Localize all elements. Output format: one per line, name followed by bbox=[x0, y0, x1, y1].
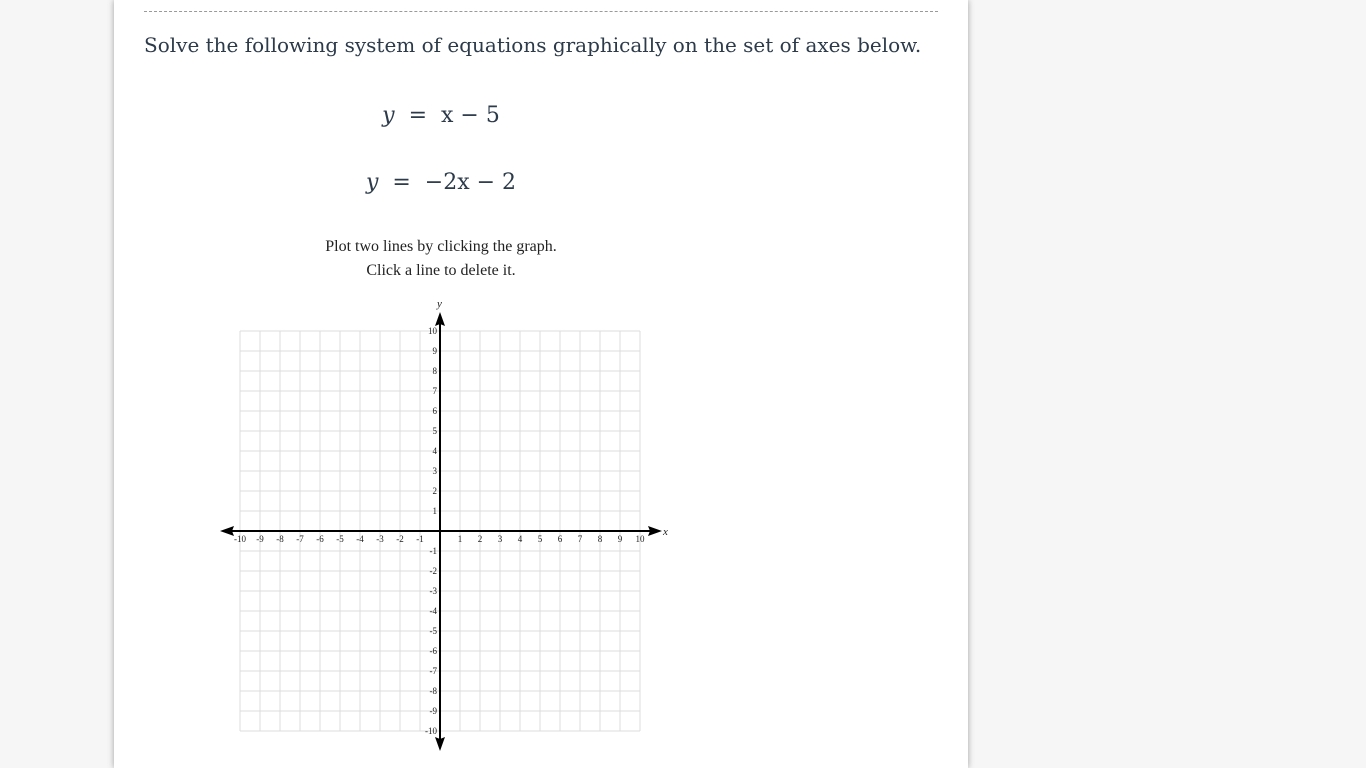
y-tick-label: -7 bbox=[429, 666, 437, 676]
x-tick-label: 4 bbox=[517, 534, 523, 544]
y-tick-label: -8 bbox=[429, 686, 437, 696]
x-tick-label: 10 bbox=[635, 534, 645, 544]
y-tick-label: 2 bbox=[432, 486, 437, 496]
y-tick-label: 8 bbox=[432, 366, 437, 376]
y-tick-label: -10 bbox=[425, 726, 437, 736]
equation-1-rhs: x − 5 bbox=[441, 103, 500, 128]
x-tick-label: 2 bbox=[477, 534, 483, 544]
y-tick-label: -3 bbox=[429, 586, 437, 596]
coordinate-graph[interactable] bbox=[114, 0, 968, 768]
y-axis-up-arrow-icon bbox=[435, 312, 445, 326]
equation-2-rhs: −2x − 2 bbox=[424, 170, 517, 195]
equation-2-equals: = bbox=[385, 170, 418, 195]
y-tick-label: 9 bbox=[432, 346, 437, 356]
instruction-plot: Plot two lines by clicking the graph. bbox=[325, 238, 557, 255]
axes bbox=[220, 312, 662, 751]
x-axis-left-arrow-icon bbox=[220, 526, 234, 536]
x-tick-label: 6 bbox=[557, 534, 563, 544]
x-tick-label: 3 bbox=[497, 534, 503, 544]
x-axis-right-arrow-icon bbox=[648, 526, 662, 536]
x-tick-label: -6 bbox=[316, 534, 324, 544]
x-tick-label: 5 bbox=[537, 534, 543, 544]
x-tick-label: 9 bbox=[617, 534, 623, 544]
question-text: Solve the following system of equations graphically on the set of axes below. bbox=[144, 33, 922, 57]
x-tick-label: -7 bbox=[296, 534, 304, 544]
instruction-delete: Click a line to delete it. bbox=[366, 262, 516, 279]
equation-2-lhs: y bbox=[365, 170, 379, 195]
x-tick-label: -8 bbox=[276, 534, 284, 544]
y-axis-down-arrow-icon bbox=[435, 737, 445, 751]
x-tick-label: -2 bbox=[396, 534, 404, 544]
question-card bbox=[114, 0, 968, 768]
x-axis-label: x bbox=[663, 526, 668, 538]
x-tick-label: 7 bbox=[577, 534, 583, 544]
equation-1-equals: = bbox=[401, 103, 435, 128]
y-tick-label: 1 bbox=[432, 506, 437, 516]
y-tick-label: -6 bbox=[429, 646, 437, 656]
y-tick-label: 7 bbox=[432, 386, 437, 396]
equation-1-lhs: y bbox=[382, 103, 395, 128]
y-axis-label: y bbox=[437, 298, 442, 310]
x-tick-label: -1 bbox=[416, 534, 424, 544]
y-tick-label: 4 bbox=[432, 446, 437, 456]
x-tick-label: 8 bbox=[597, 534, 603, 544]
y-tick-label: -4 bbox=[429, 606, 437, 616]
y-tick-label: 5 bbox=[432, 426, 437, 436]
y-tick-label: 10 bbox=[428, 326, 437, 336]
y-tick-label: 6 bbox=[432, 406, 437, 416]
y-tick-label: -5 bbox=[429, 626, 437, 636]
x-tick-label: -10 bbox=[234, 534, 246, 544]
y-tick-label: -1 bbox=[429, 546, 437, 556]
y-tick-label: -2 bbox=[429, 566, 437, 576]
y-tick-label: 3 bbox=[432, 466, 437, 476]
x-tick-label: -3 bbox=[376, 534, 384, 544]
x-tick-label: -9 bbox=[256, 534, 264, 544]
x-tick-label: 1 bbox=[457, 534, 463, 544]
y-tick-label: -9 bbox=[429, 706, 437, 716]
x-tick-label: -5 bbox=[336, 534, 344, 544]
x-tick-label: -4 bbox=[356, 534, 364, 544]
